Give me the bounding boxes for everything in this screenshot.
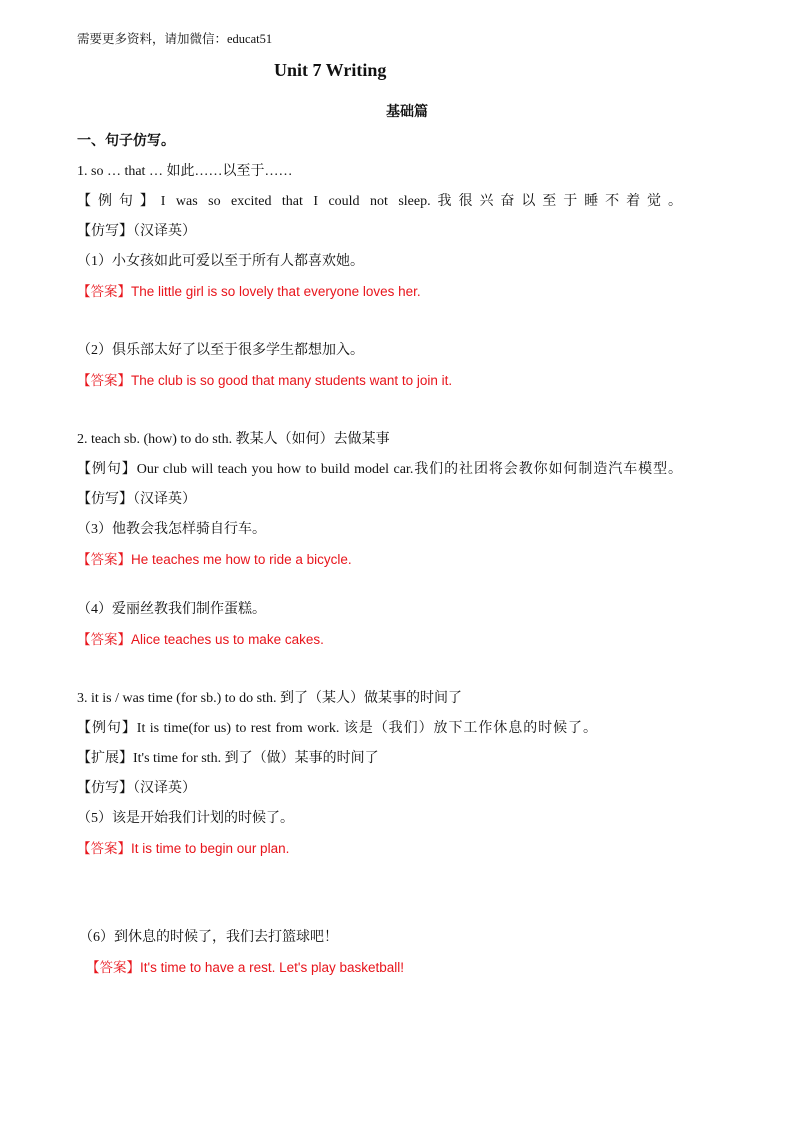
imitation-label-2: 【仿写】（汉译英）	[77, 492, 196, 507]
example-sentence-1: 【例句】I was so excited that I could not sleep.我很兴奋以至于睡不着觉。	[77, 194, 682, 209]
example-sentence-3: 【例句】It is time(for us) to rest from work. 该是（我们）放下工作休息的时候了。	[77, 721, 597, 736]
question-6: （6）到休息的时候了，我们去打篮球吧！	[79, 930, 338, 945]
question-5: （5）该是开始我们计划的时候了。	[77, 811, 294, 826]
imitation-label-3: 【仿写】（汉译英）	[77, 781, 196, 796]
topic-heading-3: 3. it is / was time (for sb.) to do sth. 到了（某人）做某事的时间了	[77, 691, 462, 706]
question-4: （4）爱丽丝教我们制作蛋糕。	[77, 602, 266, 617]
section-heading: 一、句子仿写。	[77, 134, 175, 149]
question-3: （3）他教会我怎样骑自行车。	[77, 522, 266, 537]
answer-3: 【答案】He teaches me how to ride a bicycle.	[77, 552, 352, 567]
answer-5: 【答案】It is time to begin our plan.	[77, 841, 290, 856]
topic-heading-1: 1. so … that … 如此……以至于……	[77, 164, 293, 179]
question-1: （1）小女孩如此可爱以至于所有人都喜欢她。	[77, 254, 364, 269]
answer-4: 【答案】Alice teaches us to make cakes.	[77, 632, 324, 647]
page-title: Unit 7 Writing	[274, 60, 387, 80]
example-sentence-2: 【例句】Our club will teach you how to build model car.我们的社团将会教你如何制造汽车模型。	[77, 462, 682, 477]
extension-note-3: 【扩展】It's time for sth. 到了（做）某事的时间了	[77, 751, 379, 766]
answer-6: 【答案】It's time to have a rest. Let's play basketball!	[86, 960, 405, 975]
page-subtitle: 基础篇	[386, 105, 428, 120]
question-2: （2）俱乐部太好了以至于很多学生都想加入。	[77, 343, 364, 358]
topic-heading-2: 2. teach sb. (how) to do sth. 教某人（如何）去做某事	[77, 432, 390, 447]
imitation-label-1: 【仿写】（汉译英）	[77, 224, 196, 239]
answer-2: 【答案】The club is so good that many students want to join it.	[77, 373, 453, 388]
answer-1: 【答案】The little girl is so lovely that everyone loves her.	[77, 284, 421, 299]
header-note: 需要更多资料，请加微信：educat51	[77, 32, 273, 46]
